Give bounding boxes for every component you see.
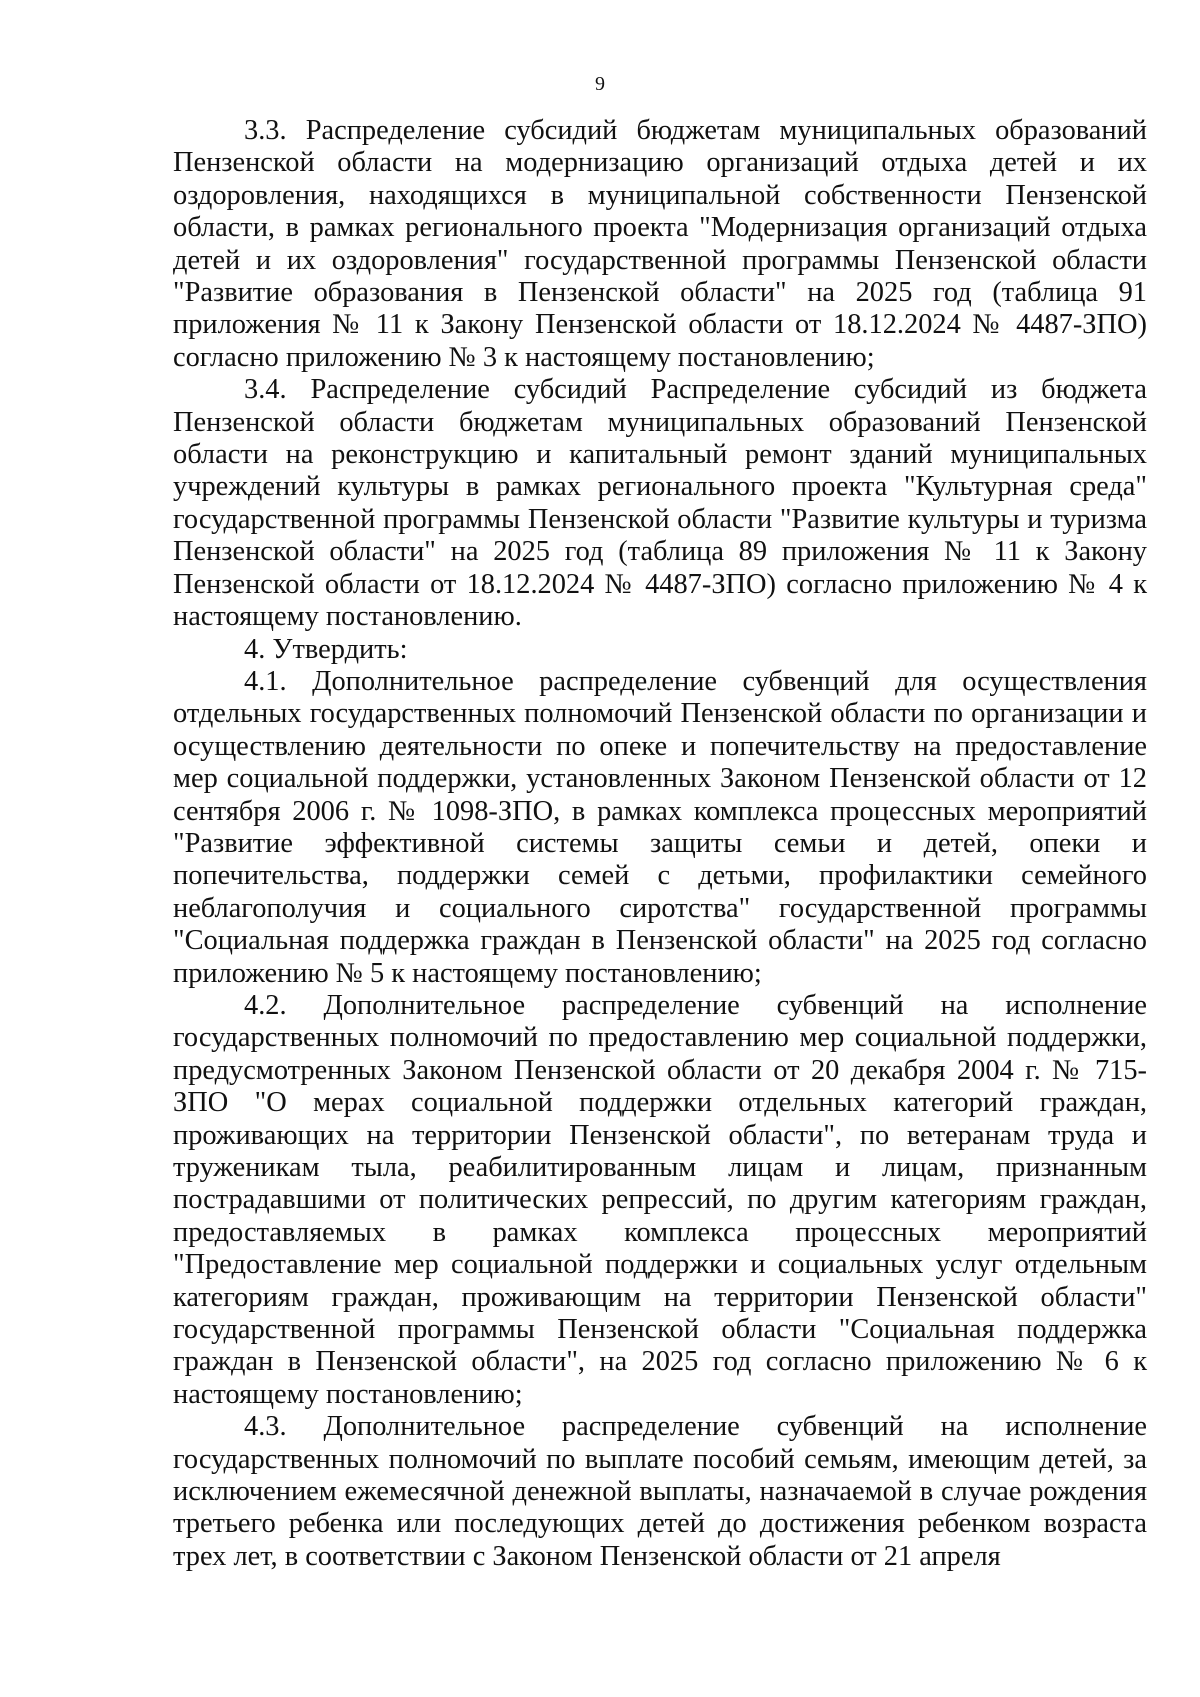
paragraph-text: Дополнительное распределение субвенций на исполнение государственных полномочий по предоставлению мер социальной поддержки, предусмотренных Законом Пензенской области от 20 декабря 2004 г. № 715-ЗПО "О мерах социальной поддержки отдельных категорий граждан, проживающих на территории Пензенской области", по ветеранам труда и труженикам тыла, реабилитированным лицам и лицам, признанным пострадавшими от политических репрессий, по другим категориям граждан, предоставляемых в рамках комплекса процессных мероприятий "Предоставление мер социальной поддержки и социальных услуг отдельным категориям граждан, проживающим на территории Пензенской области" государственной программы Пензенской области "Социальная поддержка граждан в Пензенской области", на 2025 год согласно приложению № 6 к настоящему постановлению; bbox=[173, 989, 1147, 1410]
paragraph-number: 4.2. bbox=[244, 989, 287, 1021]
paragraph-4-3 bbox=[173, 1411, 1147, 1573]
paragraph-3-3 bbox=[173, 115, 1147, 374]
paragraph-4-1 bbox=[173, 666, 1147, 990]
paragraph-text: Дополнительное распределение субвенций на исполнение государственных полномочий по выплате пособий семьям, имеющим детей, за исключением ежемесячной денежной выплаты, назначаемой в случае рождения третьего ребенка или последующих детей до достижения ребенком возраста трех лет, в соответствии с Законом Пензенской области от 21 апреля bbox=[173, 1411, 1147, 1572]
paragraph-number: 3.4. bbox=[244, 374, 287, 406]
paragraph-number: 4.1. bbox=[244, 665, 287, 697]
paragraph-number: 4.3. bbox=[244, 1411, 287, 1443]
paragraph-number: 3.3. bbox=[244, 115, 287, 146]
document-body bbox=[173, 115, 1147, 1573]
paragraph-4-2 bbox=[173, 990, 1147, 1411]
paragraph-text: Дополнительное распределение субвенций для осуществления отдельных государственных полномочий Пензенской области по организации и осуществлению деятельности по опеке и попечительству на предоставление мер социальной поддержки, установленных Законом Пензенской области от 12 сентября 2006 г. № 1098-ЗПО, в рамках комплекса процессных мероприятий "Развитие эффективной системы защиты семьи и детей, опеки и попечительства, поддержки семей с детьми, профилактики семейного неблагополучия и социального сиротства" государственной программы "Социальная поддержка граждан в Пензенской области" на 2025 год согласно приложению № 5 к настоящему постановлению; bbox=[173, 665, 1147, 989]
paragraph-text: Утвердить: bbox=[272, 633, 408, 665]
paragraph-3-4 bbox=[173, 374, 1147, 633]
paragraph-text: Распределение субсидий бюджетам муниципальных образований Пензенской области на модернизацию организаций отдыха детей и их оздоровления, находящихся в муниципальной собственности Пензенской области, в рамках регионального проекта "Модернизация организаций отдыха детей и их оздоровления" государственной программы Пензенской области "Развитие образования в Пензенской области" на 2025 год (таблица 91 приложения № 11 к Закону Пензенской области от 18.12.2024 № 4487-ЗПО) согласно приложению № 3 к настоящему постановлению; bbox=[173, 115, 1147, 373]
paragraph-number: 4. bbox=[244, 633, 266, 665]
page-number: 9 bbox=[595, 73, 605, 95]
paragraph-4 bbox=[173, 634, 1147, 666]
paragraph-text: Распределение субсидий Распределение субсидий из бюджета Пензенской области бюджетам муниципальных образований Пензенской области на реконструкцию и капитальный ремонт зданий муниципальных учреждений культуры в рамках регионального проекта "Культурная среда" государственной программы Пензенской области "Развитие культуры и туризма Пензенской области" на 2025 год (таблица 89 приложения № 11 к Закону Пензенской области от 18.12.2024 № 4487-ЗПО) согласно приложению № 4 к настоящему постановлению. bbox=[173, 374, 1147, 633]
